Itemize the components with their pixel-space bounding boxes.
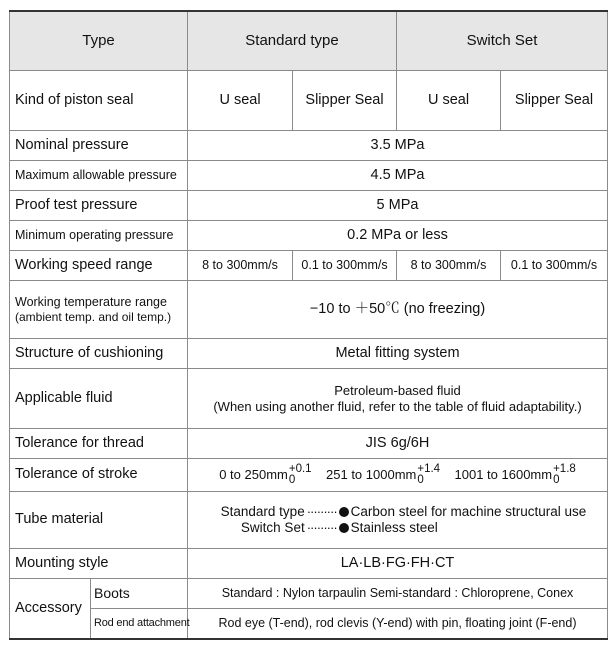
value-fluid (188, 369, 608, 429)
bullet-icon (339, 523, 349, 533)
stroke-upper: +1.4 (417, 462, 441, 475)
label-proof-pressure: Proof test pressure (10, 191, 188, 221)
header-row (10, 11, 608, 71)
header-type: Type (10, 11, 188, 71)
label-thread: Tolerance for thread (10, 429, 188, 459)
row-fluid (10, 369, 608, 429)
value-speed: 8 to 300mm/s (188, 251, 293, 281)
label-temperature (10, 281, 188, 339)
stroke-fraction (417, 464, 440, 487)
value-speed: 8 to 300mm/s (397, 251, 501, 281)
stroke-fraction (553, 464, 576, 487)
label-temperature-line1: Working temperature range (15, 294, 167, 309)
label-stroke: Tolerance of stroke (10, 459, 188, 492)
tube-switch-value: Stainless steel (350, 520, 438, 535)
value-max-pressure: 4.5 MPa (188, 161, 608, 191)
value-speed: 0.1 to 300mm/s (293, 251, 397, 281)
value-nominal-pressure: 3.5 MPa (188, 131, 608, 161)
row-accessory-rod-end (10, 609, 608, 639)
tube-standard-row (209, 504, 587, 520)
row-thread (10, 429, 608, 459)
value-piston-seal: Slipper Seal (293, 71, 397, 131)
stroke-tolerance (326, 464, 440, 487)
value-stroke (188, 459, 608, 492)
stroke-fraction (289, 464, 312, 487)
row-proof-pressure (10, 191, 608, 221)
value-piston-seal: U seal (188, 71, 293, 131)
label-max-pressure: Maximum allowable pressure (10, 161, 188, 191)
stroke-tolerance (219, 464, 311, 487)
stroke-lower: 0 (288, 474, 296, 486)
stroke-range: 251 to 1000mm (326, 466, 417, 482)
spec-table (9, 10, 608, 640)
value-fluid-line1: Petroleum-based fluid (334, 382, 461, 398)
row-accessory-boots (10, 579, 608, 609)
value-cushioning: Metal fitting system (188, 339, 608, 369)
label-tube-material: Tube material (10, 492, 188, 549)
leader-dots: ········· (306, 504, 337, 520)
value-piston-seal: Slipper Seal (501, 71, 608, 131)
stroke-lower: 0 (417, 474, 424, 486)
label-mounting: Mounting style (10, 549, 188, 579)
tube-standard-value: Carbon steel for machine structural use (350, 503, 587, 519)
spec-table-container (9, 10, 607, 640)
leader-dots: ········· (306, 520, 337, 536)
label-piston-seal: Kind of piston seal (10, 71, 188, 131)
value-tube-material (188, 492, 608, 549)
value-speed: 0.1 to 300mm/s (501, 251, 608, 281)
tube-switch-key: Switch Set (240, 520, 305, 535)
stroke-upper: +0.1 (288, 462, 312, 475)
value-piston-seal: U seal (397, 71, 501, 131)
label-nominal-pressure: Nominal pressure (10, 131, 188, 161)
row-tube-material (10, 492, 608, 549)
value-thread: JIS 6g/6H (188, 429, 608, 459)
value-rod-end: Rod eye (T-end), rod clevis (Y-end) with pin, floating joint (F-end) (188, 609, 608, 639)
row-temperature (10, 281, 608, 339)
label-speed: Working speed range (10, 251, 188, 281)
value-fluid-line2: (When using another fluid, refer to the table of fluid adaptability.) (213, 398, 582, 414)
tube-standard-key: Standard type (220, 503, 305, 519)
row-cushioning (10, 339, 608, 369)
label-fluid: Applicable fluid (10, 369, 188, 429)
tube-switch-row (209, 520, 587, 536)
row-max-pressure (10, 161, 608, 191)
row-min-pressure (10, 221, 608, 251)
row-stroke (10, 459, 608, 492)
stroke-lower: 0 (553, 474, 560, 486)
label-boots: Boots (91, 579, 188, 609)
row-nominal-pressure (10, 131, 608, 161)
value-temperature: −10 to ＋50℃ (no freezing) (188, 281, 608, 339)
stroke-tolerance (455, 464, 576, 487)
stroke-range: 0 to 250mm (219, 466, 288, 482)
row-mounting (10, 549, 608, 579)
bullet-icon (339, 507, 349, 517)
value-proof-pressure: 5 MPa (188, 191, 608, 221)
stroke-upper: +1.8 (553, 462, 576, 475)
value-boots: Standard : Nylon tarpaulin Semi-standard : Chloroprene, Conex (188, 579, 608, 609)
label-accessory: Accessory (10, 579, 91, 639)
value-mounting: LA·LB·FG·FH·CT (188, 549, 608, 579)
stroke-range: 1001 to 1600mm (454, 466, 553, 482)
label-min-pressure: Minimum operating pressure (10, 221, 188, 251)
label-cushioning: Structure of cushioning (10, 339, 188, 369)
row-piston-seal (10, 71, 608, 131)
header-standard-type: Standard type (188, 11, 397, 71)
label-temperature-line2: (ambient temp. and oil temp.) (15, 309, 172, 324)
row-speed (10, 251, 608, 281)
label-rod-end: Rod end attachment (91, 609, 188, 639)
value-min-pressure: 0.2 MPa or less (188, 221, 608, 251)
tube-material-list (209, 504, 587, 536)
header-switch-set: Switch Set (397, 11, 608, 71)
